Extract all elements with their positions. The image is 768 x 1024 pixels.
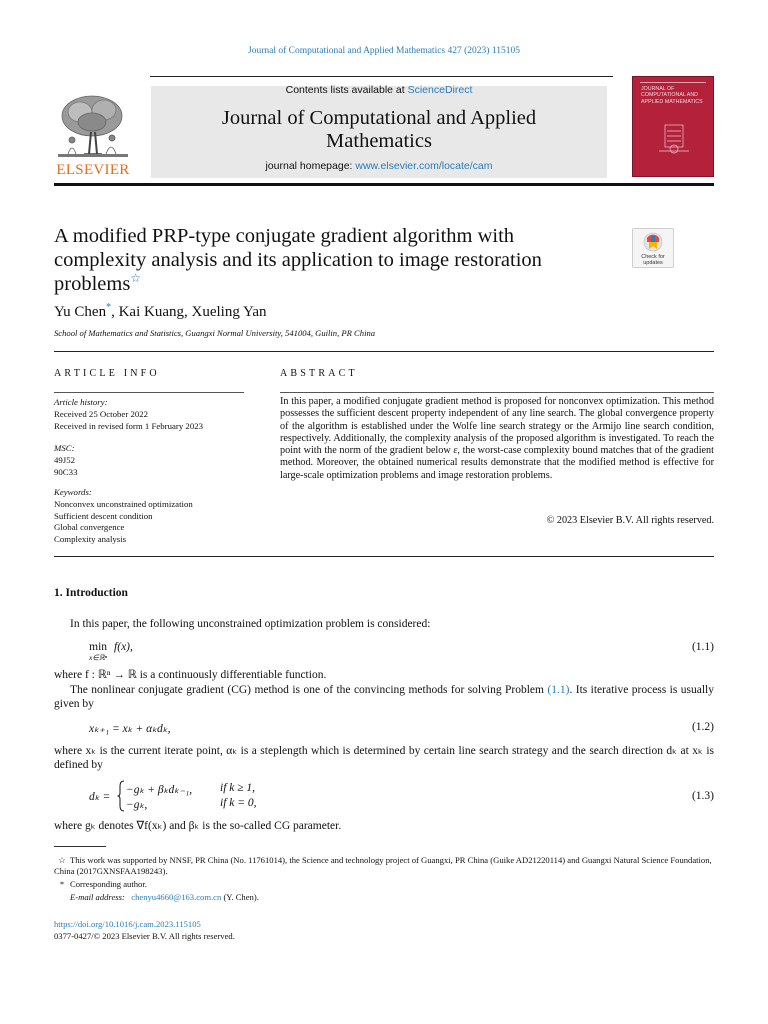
abstract-part1: In this paper, a modified conjugate gradient method is proposed for nonconvex optimization. This method possesses the sufficient descent property independent of any line search. The global convergence property of the algorithm is established under the Wolfe line search strategy or the Armijo line search condition, respectively. Additionally, the complexity analysis of the proposed algorithm is investigated. To reach the point with the norm of the gradient below bbox=[280, 396, 714, 457]
corresponding-footnote-text: Corresponding author. bbox=[70, 879, 147, 889]
msc-code: 90C33 bbox=[54, 466, 78, 477]
intro-paragraph-1: In this paper, the following unconstrained optimization problem is considered: bbox=[70, 618, 431, 630]
title-line3 bbox=[54, 272, 614, 296]
email-label: E-mail address: bbox=[70, 892, 125, 902]
author-affiliation: School of Mathematics and Statistics, Guangxi Normal University, 541004, Guilin, PR China bbox=[54, 328, 376, 338]
equation-number-1-2: (1.2) bbox=[691, 721, 714, 733]
cover-emblem-icon bbox=[651, 121, 697, 157]
corresponding-author-marker[interactable]: * bbox=[106, 302, 112, 313]
author-yu-chen[interactable]: Yu Chen bbox=[54, 304, 107, 320]
received-date: Received 25 October 2022 bbox=[54, 408, 149, 419]
abstract-heading: ABSTRACT bbox=[280, 368, 358, 379]
journal-cover-thumbnail[interactable] bbox=[632, 76, 714, 177]
header-top-rule bbox=[150, 76, 613, 77]
journal-homepage-line bbox=[151, 160, 607, 172]
footnote-rule bbox=[54, 846, 106, 847]
equation-number-1-1: (1.1) bbox=[691, 641, 714, 653]
equation-1-3-case2: −gₖ, bbox=[126, 799, 148, 811]
intro-paragraph-3 bbox=[54, 683, 714, 711]
journal-title bbox=[151, 107, 607, 153]
eq1-min: min bbox=[89, 641, 108, 653]
corresponding-author-footnote bbox=[54, 879, 714, 890]
equation-1-1 bbox=[89, 641, 133, 662]
crossmark-line2: updates bbox=[643, 260, 663, 266]
equation-1-3-lhs: dₖ = bbox=[89, 791, 111, 803]
journal-title-line1: Journal of Computational and Applied bbox=[221, 107, 537, 129]
abstract-part2: , the worst-case complexity bound matches that of the gradient method. Moreover, the obtained numerical results demonstrate that the modified method is effective for large-scale optimization problems and image restoration problems. bbox=[280, 445, 714, 481]
section-rule-bottom bbox=[54, 556, 714, 557]
keywords-label: Keywords: bbox=[54, 487, 92, 497]
keyword-item: Global convergence bbox=[54, 522, 125, 533]
equation-1-3-cond1: if k ≥ 1, bbox=[220, 782, 256, 794]
abstract-epsilon: ε bbox=[453, 445, 458, 457]
title-line2: complexity analysis and its application to image restoration bbox=[54, 249, 542, 271]
equation-number-1-3: (1.3) bbox=[691, 790, 714, 802]
eq1-body: f(x), bbox=[114, 641, 133, 653]
author-list bbox=[54, 304, 267, 321]
issn-copyright: 0377-0427/© 2023 Elsevier B.V. All rights reserved. bbox=[54, 931, 235, 941]
header-thick-rule bbox=[54, 183, 714, 186]
msc-label: MSC: bbox=[54, 443, 75, 453]
equation-1-2: xₖ₊₁ = xₖ + αₖdₖ, bbox=[89, 723, 171, 735]
title-line1: A modified PRP-type conjugate gradient algorithm with bbox=[54, 225, 515, 247]
other-authors[interactable]: , Kai Kuang, Xueling Yan bbox=[111, 304, 267, 320]
title-footnote-marker[interactable]: ☆ bbox=[130, 271, 142, 286]
author-email-link[interactable]: chenyu4660@163.com.cn bbox=[131, 892, 222, 902]
crossmark-line1: Check for bbox=[641, 254, 665, 260]
revised-date: Received in revised form 1 February 2023 bbox=[54, 420, 204, 431]
keyword-item: Sufficient descent condition bbox=[54, 510, 153, 521]
equation-1-3-case1: −gₖ + βₖdₖ₋₁, bbox=[126, 784, 193, 796]
equation-1-3-brace bbox=[117, 780, 125, 812]
p3-part2: . Its iterative process is usually given by bbox=[54, 684, 714, 710]
funding-footnote bbox=[54, 855, 714, 878]
equation-1-3-cond2: if k = 0, bbox=[220, 797, 257, 809]
elsevier-wordmark: ELSEVIER bbox=[56, 162, 130, 178]
introduction-heading: 1. Introduction bbox=[54, 587, 128, 599]
eq1-subscript: x∈ℝⁿ bbox=[89, 653, 108, 662]
article-history bbox=[54, 397, 254, 432]
keywords bbox=[54, 487, 254, 546]
corresponding-footnote-marker: * bbox=[59, 879, 65, 889]
doi-link[interactable]: https://doi.org/10.1016/j.cam.2023.115105 bbox=[54, 919, 201, 929]
check-for-updates-button[interactable] bbox=[632, 228, 674, 268]
crossmark-label bbox=[633, 254, 673, 266]
paper-title bbox=[54, 224, 614, 296]
title-line3-text: problems bbox=[54, 273, 131, 295]
abstract-rule bbox=[280, 392, 714, 393]
intro-paragraph-4: where xₖ is the current iterate point, αₖ is a steplength which is determined by certain line search strategy and the search direction dₖ at xₖ is defined by bbox=[54, 745, 714, 771]
article-info-rule bbox=[54, 392, 244, 393]
journal-homepage-link[interactable]: www.elsevier.com/locate/cam bbox=[355, 160, 493, 172]
keyword-item: Complexity analysis bbox=[54, 534, 127, 545]
section-rule-top bbox=[54, 351, 714, 352]
cover-title: JOURNAL OF COMPUTATIONAL AND APPLIED MATHEMATICS bbox=[641, 86, 703, 105]
intro-paragraph-5: where gₖ denotes ∇f(xₖ) and βₖ is the so-called CG parameter. bbox=[54, 820, 342, 832]
email-suffix: (Y. Chen). bbox=[221, 892, 259, 902]
intro-paragraph-2: where f : ℝⁿ → ℝ is a continuously differentiable function. bbox=[54, 669, 327, 681]
email-footnote bbox=[54, 892, 714, 903]
contents-available-line bbox=[151, 84, 607, 96]
funding-footnote-text: This work was supported by NNSF, PR China (No. 11761014), the Science and technology project of Guangxi, PR China (Guike AD21220114) and Guangxi Natural Science Foundation, China (2017GXNSFAA198243). bbox=[54, 855, 712, 877]
crossmark-icon bbox=[633, 230, 673, 256]
cover-rule bbox=[640, 82, 706, 83]
p3-part1: The nonlinear conjugate gradient (CG) method is one of the convincing methods for solving Problem bbox=[70, 684, 548, 696]
keyword-item: Nonconvex unconstrained optimization bbox=[54, 498, 193, 509]
equation-ref-1-1-link[interactable]: (1.1) bbox=[547, 684, 570, 696]
msc-code: 49J52 bbox=[54, 454, 76, 465]
abstract-text bbox=[280, 396, 714, 482]
homepage-prefix: journal homepage: bbox=[265, 160, 356, 172]
msc-codes bbox=[54, 443, 254, 478]
history-label: Article history: bbox=[54, 397, 108, 407]
journal-title-line2: Mathematics bbox=[326, 130, 432, 152]
sciencedirect-link[interactable]: ScienceDirect bbox=[407, 84, 473, 96]
journal-citation-link[interactable]: Journal of Computational and Applied Mathematics 427 (2023) 115105 bbox=[248, 46, 520, 56]
abstract-copyright: © 2023 Elsevier B.V. All rights reserved. bbox=[546, 515, 714, 526]
contents-prefix: Contents lists available at bbox=[285, 84, 408, 96]
funding-footnote-marker: ☆ bbox=[58, 855, 66, 865]
article-info-heading: ARTICLE INFO bbox=[54, 368, 160, 379]
